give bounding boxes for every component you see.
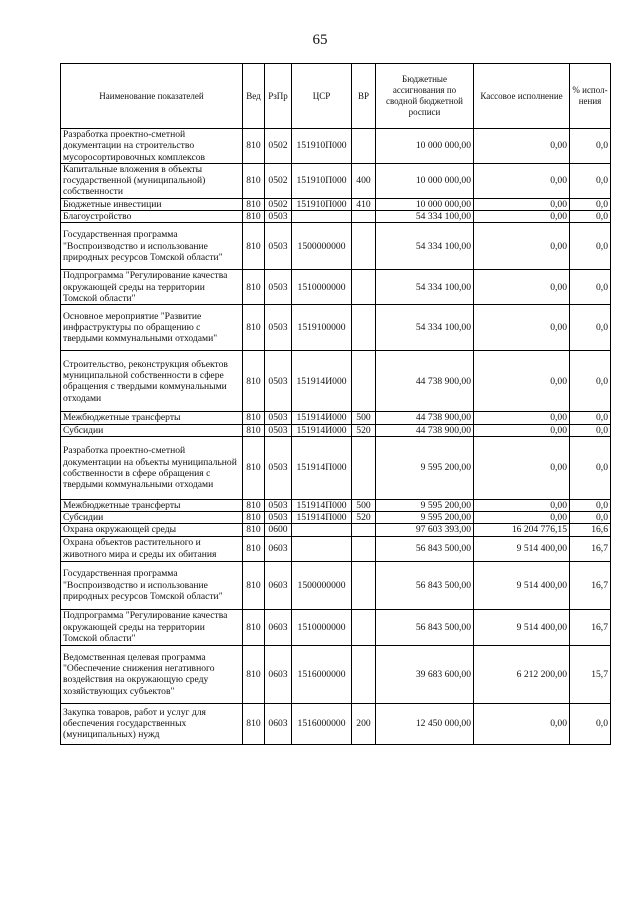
cell-ved: 810 [243, 129, 265, 164]
cell-ved: 810 [243, 536, 265, 561]
page-number: 65 [312, 32, 328, 48]
cell-pct: 0,0 [570, 270, 611, 305]
table-row [61, 424, 611, 436]
cell-csr: 1519100000 [292, 305, 352, 351]
table-row [61, 211, 611, 223]
cell-vr [352, 270, 376, 305]
cell-rzpr: 0502 [265, 163, 292, 198]
cell-budget: 9 595 200,00 [376, 436, 474, 499]
cell-vr: 500 [352, 499, 376, 511]
cell-csr: 1500000000 [292, 223, 352, 270]
cell-name: Разработка проектно-сметной документации на объекты муниципальной собственности в сфере обращения с твердыми коммунальными отходами [61, 436, 243, 499]
cell-cash: 0,00 [474, 129, 570, 164]
cell-name: Ведомственная целевая программа "Обеспечение снижения негативного воздействия на окружающую среду хозяйствующих субъектов" [61, 645, 243, 703]
table-row [61, 436, 611, 499]
cell-cash: 9 514 400,00 [474, 536, 570, 561]
cell-budget: 9 595 200,00 [376, 499, 474, 511]
cell-budget: 56 843 500,00 [376, 536, 474, 561]
cell-cash: 0,00 [474, 424, 570, 436]
cell-pct: 0,0 [570, 305, 611, 351]
cell-rzpr: 0503 [265, 211, 292, 223]
cell-vr: 500 [352, 412, 376, 424]
cell-pct: 16,7 [570, 536, 611, 561]
table-row [61, 536, 611, 561]
cell-budget: 56 843 500,00 [376, 561, 474, 609]
cell-ved: 810 [243, 561, 265, 609]
cell-vr [352, 351, 376, 412]
budget-execution-table [60, 63, 611, 745]
cell-vr: 410 [352, 198, 376, 210]
cell-ved: 810 [243, 412, 265, 424]
cell-rzpr: 0600 [265, 524, 292, 536]
cell-cash: 0,00 [474, 512, 570, 524]
cell-vr [352, 305, 376, 351]
cell-rzpr: 0603 [265, 536, 292, 561]
cell-ved: 810 [243, 436, 265, 499]
cell-rzpr: 0503 [265, 351, 292, 412]
cell-ved: 810 [243, 703, 265, 744]
cell-csr: 151914И000 [292, 412, 352, 424]
table-row [61, 512, 611, 524]
cell-csr [292, 536, 352, 561]
table-row [61, 412, 611, 424]
cell-pct: 0,0 [570, 512, 611, 524]
cell-csr [292, 524, 352, 536]
header-budget: Бюджетные ассигнования по сводной бюджетной росписи [376, 64, 474, 129]
table-row [61, 703, 611, 744]
cell-vr [352, 129, 376, 164]
cell-pct: 16,7 [570, 561, 611, 609]
table-row [61, 645, 611, 703]
cell-pct: 0,0 [570, 198, 611, 210]
cell-name: Государственная программа "Воспроизводство и использование природных ресурсов Томской области" [61, 561, 243, 609]
cell-budget: 9 595 200,00 [376, 512, 474, 524]
cell-rzpr: 0503 [265, 424, 292, 436]
cell-csr: 1516000000 [292, 645, 352, 703]
cell-rzpr: 0503 [265, 436, 292, 499]
cell-ved: 810 [243, 163, 265, 198]
table-row [61, 270, 611, 305]
cell-pct: 0,0 [570, 211, 611, 223]
cell-vr: 520 [352, 512, 376, 524]
cell-name: Охрана окружающей среды [61, 524, 243, 536]
cell-cash: 0,00 [474, 436, 570, 499]
cell-name: Подпрограмма "Регулирование качества окружающей среды на территории Томской области" [61, 609, 243, 645]
cell-vr [352, 211, 376, 223]
header-rzpr: РзПр [265, 64, 292, 129]
cell-pct: 0,0 [570, 436, 611, 499]
cell-cash: 9 514 400,00 [474, 561, 570, 609]
cell-budget: 54 334 100,00 [376, 270, 474, 305]
cell-csr [292, 211, 352, 223]
cell-vr: 200 [352, 703, 376, 744]
cell-rzpr: 0603 [265, 645, 292, 703]
cell-name: Государственная программа "Воспроизводство и использование природных ресурсов Томской области" [61, 223, 243, 270]
cell-rzpr: 0503 [265, 223, 292, 270]
cell-budget: 97 603 393,00 [376, 524, 474, 536]
cell-pct: 16,7 [570, 609, 611, 645]
table-body [61, 129, 611, 745]
cell-pct: 0,0 [570, 703, 611, 744]
cell-name: Строительство, реконструкция объектов муниципальной собственности в сфере обращения с твердыми коммунальными отходами [61, 351, 243, 412]
cell-rzpr: 0603 [265, 561, 292, 609]
cell-rzpr: 0502 [265, 198, 292, 210]
cell-name: Основное мероприятие "Развитие инфраструктуры по обращению с твердыми коммунальными отходами" [61, 305, 243, 351]
table-row [61, 223, 611, 270]
table-row [61, 499, 611, 511]
cell-name: Подпрограмма "Регулирование качества окружающей среды на территории Томской области" [61, 270, 243, 305]
header-cash: Кассовое исполнение [474, 64, 570, 129]
cell-vr: 520 [352, 424, 376, 436]
cell-budget: 10 000 000,00 [376, 129, 474, 164]
table-row [61, 561, 611, 609]
cell-ved: 810 [243, 211, 265, 223]
cell-ved: 810 [243, 512, 265, 524]
header-pct: % испол-нения [570, 64, 611, 129]
cell-cash: 9 514 400,00 [474, 609, 570, 645]
cell-vr [352, 223, 376, 270]
cell-csr: 151914И000 [292, 424, 352, 436]
cell-budget: 54 334 100,00 [376, 305, 474, 351]
cell-name: Субсидии [61, 512, 243, 524]
cell-budget: 54 334 100,00 [376, 211, 474, 223]
cell-name: Межбюджетные трансферты [61, 499, 243, 511]
cell-name: Охрана объектов растительного и животного мира и среды их обитания [61, 536, 243, 561]
table-header-row [61, 64, 611, 129]
cell-name: Бюджетные инвестиции [61, 198, 243, 210]
cell-csr: 151914И000 [292, 351, 352, 412]
cell-vr [352, 536, 376, 561]
cell-cash: 0,00 [474, 499, 570, 511]
cell-name: Благоустройство [61, 211, 243, 223]
cell-rzpr: 0503 [265, 499, 292, 511]
cell-budget: 44 738 900,00 [376, 412, 474, 424]
cell-ved: 810 [243, 351, 265, 412]
cell-ved: 810 [243, 305, 265, 351]
cell-cash: 0,00 [474, 412, 570, 424]
cell-ved: 810 [243, 645, 265, 703]
cell-rzpr: 0503 [265, 305, 292, 351]
cell-csr: 1510000000 [292, 270, 352, 305]
cell-csr: 1516000000 [292, 703, 352, 744]
cell-csr: 151914П000 [292, 436, 352, 499]
table-row [61, 198, 611, 210]
cell-rzpr: 0503 [265, 512, 292, 524]
cell-name: Субсидии [61, 424, 243, 436]
cell-ved: 810 [243, 424, 265, 436]
cell-rzpr: 0603 [265, 609, 292, 645]
table-row [61, 163, 611, 198]
header-name: Наименование показателей [61, 64, 243, 129]
cell-ved: 810 [243, 524, 265, 536]
cell-rzpr: 0502 [265, 129, 292, 164]
table-row [61, 609, 611, 645]
cell-csr: 151910П000 [292, 163, 352, 198]
cell-csr: 151910П000 [292, 129, 352, 164]
header-csr: ЦСР [292, 64, 352, 129]
cell-cash: 0,00 [474, 223, 570, 270]
cell-pct: 0,0 [570, 351, 611, 412]
cell-name: Межбюджетные трансферты [61, 412, 243, 424]
cell-budget: 44 738 900,00 [376, 424, 474, 436]
cell-name: Разработка проектно-сметной документации на строительство мусоросортировочных комплексов [61, 129, 243, 164]
cell-cash: 0,00 [474, 211, 570, 223]
cell-rzpr: 0503 [265, 412, 292, 424]
cell-budget: 54 334 100,00 [376, 223, 474, 270]
cell-pct: 15,7 [570, 645, 611, 703]
cell-pct: 0,0 [570, 129, 611, 164]
cell-cash: 0,00 [474, 270, 570, 305]
cell-csr: 151914П000 [292, 512, 352, 524]
cell-name: Закупка товаров, работ и услуг для обеспечения государственных (муниципальных) нужд [61, 703, 243, 744]
cell-vr [352, 561, 376, 609]
cell-cash: 0,00 [474, 305, 570, 351]
cell-cash: 0,00 [474, 351, 570, 412]
cell-cash: 0,00 [474, 198, 570, 210]
cell-vr [352, 436, 376, 499]
cell-rzpr: 0603 [265, 703, 292, 744]
cell-csr: 151910П000 [292, 198, 352, 210]
table-row [61, 129, 611, 164]
cell-pct: 0,0 [570, 499, 611, 511]
cell-vr [352, 609, 376, 645]
cell-ved: 810 [243, 198, 265, 210]
cell-ved: 810 [243, 609, 265, 645]
cell-cash: 0,00 [474, 163, 570, 198]
header-vr: ВР [352, 64, 376, 129]
table-row [61, 524, 611, 536]
cell-budget: 12 450 000,00 [376, 703, 474, 744]
cell-pct: 0,0 [570, 163, 611, 198]
header-ved: Вед [243, 64, 265, 129]
cell-name: Капитальные вложения в объекты государственной (муниципальной) собственности [61, 163, 243, 198]
cell-cash: 16 204 776,15 [474, 524, 570, 536]
cell-vr [352, 524, 376, 536]
cell-pct: 16,6 [570, 524, 611, 536]
cell-rzpr: 0503 [265, 270, 292, 305]
cell-budget: 44 738 900,00 [376, 351, 474, 412]
cell-ved: 810 [243, 223, 265, 270]
cell-csr: 1510000000 [292, 609, 352, 645]
cell-csr: 151914П000 [292, 499, 352, 511]
cell-pct: 0,0 [570, 412, 611, 424]
cell-vr: 400 [352, 163, 376, 198]
cell-pct: 0,0 [570, 223, 611, 270]
cell-pct: 0,0 [570, 424, 611, 436]
cell-ved: 810 [243, 270, 265, 305]
cell-vr [352, 645, 376, 703]
table-row [61, 351, 611, 412]
cell-budget: 56 843 500,00 [376, 609, 474, 645]
cell-ved: 810 [243, 499, 265, 511]
table-row [61, 305, 611, 351]
cell-cash: 6 212 200,00 [474, 645, 570, 703]
cell-csr: 1500000000 [292, 561, 352, 609]
cell-budget: 39 683 600,00 [376, 645, 474, 703]
cell-budget: 10 000 000,00 [376, 163, 474, 198]
cell-cash: 0,00 [474, 703, 570, 744]
cell-budget: 10 000 000,00 [376, 198, 474, 210]
